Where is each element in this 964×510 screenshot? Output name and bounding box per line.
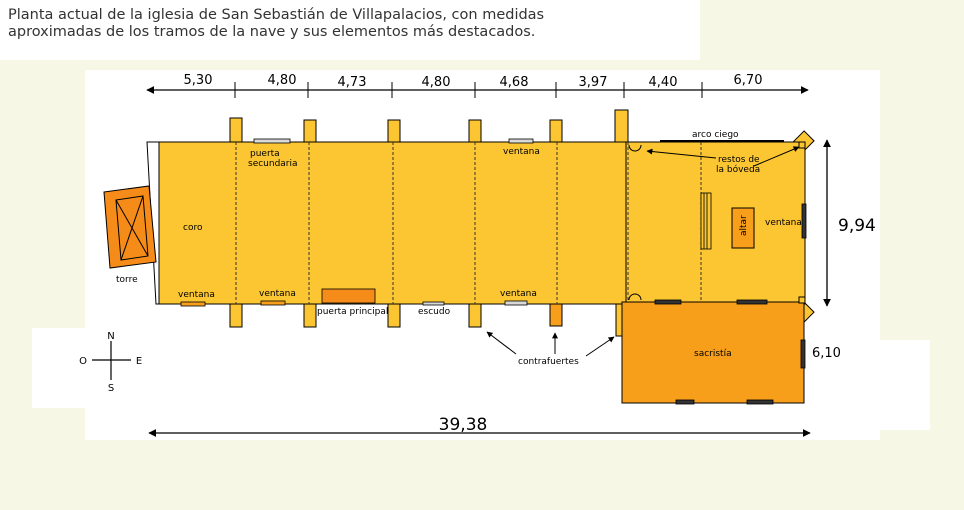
escudo-mark: [423, 302, 444, 305]
compass-s: S: [107, 383, 115, 394]
label-contrafuertes: contrafuertes: [518, 357, 579, 367]
dim-tramo-5: 4,68: [499, 75, 529, 90]
label-escudo: escudo: [418, 307, 451, 317]
ventana-sur-1-opening: [261, 301, 285, 305]
label-restos-2: la bóveda: [716, 165, 761, 175]
top-dimension-line: [147, 82, 808, 98]
altar-steps: [701, 193, 711, 249]
dim-tramo-7: 4,40: [648, 75, 678, 90]
label-altar: altar: [739, 215, 749, 236]
ventana-norte-opening: [509, 139, 533, 143]
dim-sacristy-height: 6,10: [812, 346, 841, 361]
dim-total: 39,38: [438, 415, 488, 435]
label-puerta-secundaria-1: puerta: [250, 149, 280, 159]
label-puerta-secundaria-2: secundaria: [248, 159, 298, 169]
caption-line-2: aproximadas de los tramos de la nave y sus elementos más destacados.: [8, 24, 536, 40]
puerta-principal-opening: [322, 289, 375, 303]
label-coro: coro: [183, 223, 203, 233]
ventana-sur-2-opening: [505, 301, 527, 305]
dim-tramo-4: 4,80: [421, 75, 451, 90]
label-ventana-coro: ventana: [178, 290, 215, 300]
sacristy-door-1: [655, 300, 681, 304]
label-ventana-sur-1: ventana: [259, 289, 296, 299]
sacristy-door-2: [737, 300, 767, 304]
caption-line-1: Planta actual de la iglesia de San Sebastián de Villapalacios, con medidas: [8, 7, 545, 23]
label-ventana-norte: ventana: [503, 147, 540, 157]
label-torre: torre: [116, 275, 138, 285]
dim-tramo-1: 5,30: [183, 73, 213, 88]
dim-tramo-8: 6,70: [733, 73, 763, 88]
label-puerta-principal: puerta principal: [317, 307, 389, 317]
dim-tramo-6: 3,97: [578, 75, 608, 90]
label-ventana-este: ventana: [765, 218, 802, 228]
compass-n: N: [107, 331, 115, 342]
dim-tramo-2: 4,80: [267, 73, 297, 88]
ventana-coro-opening: [181, 302, 205, 306]
compass-o: O: [79, 356, 87, 367]
dim-tramo-3: 4,73: [337, 75, 367, 90]
label-ventana-sur-2: ventana: [500, 289, 537, 299]
sacristy-window-east: [801, 340, 805, 368]
dim-height: 9,94: [838, 216, 876, 236]
tower: [104, 186, 156, 268]
sacristy-window-1: [676, 400, 694, 404]
label-arco-ciego: arco ciego: [692, 130, 739, 140]
compass-e: E: [135, 356, 143, 367]
puerta-secundaria-opening: [254, 139, 290, 143]
sacristy-window-2: [747, 400, 773, 404]
compass-rose: [92, 341, 131, 380]
label-restos-1: restos de: [718, 155, 760, 165]
ventana-este-opening: [802, 204, 806, 238]
label-sacristia: sacristía: [694, 349, 732, 359]
